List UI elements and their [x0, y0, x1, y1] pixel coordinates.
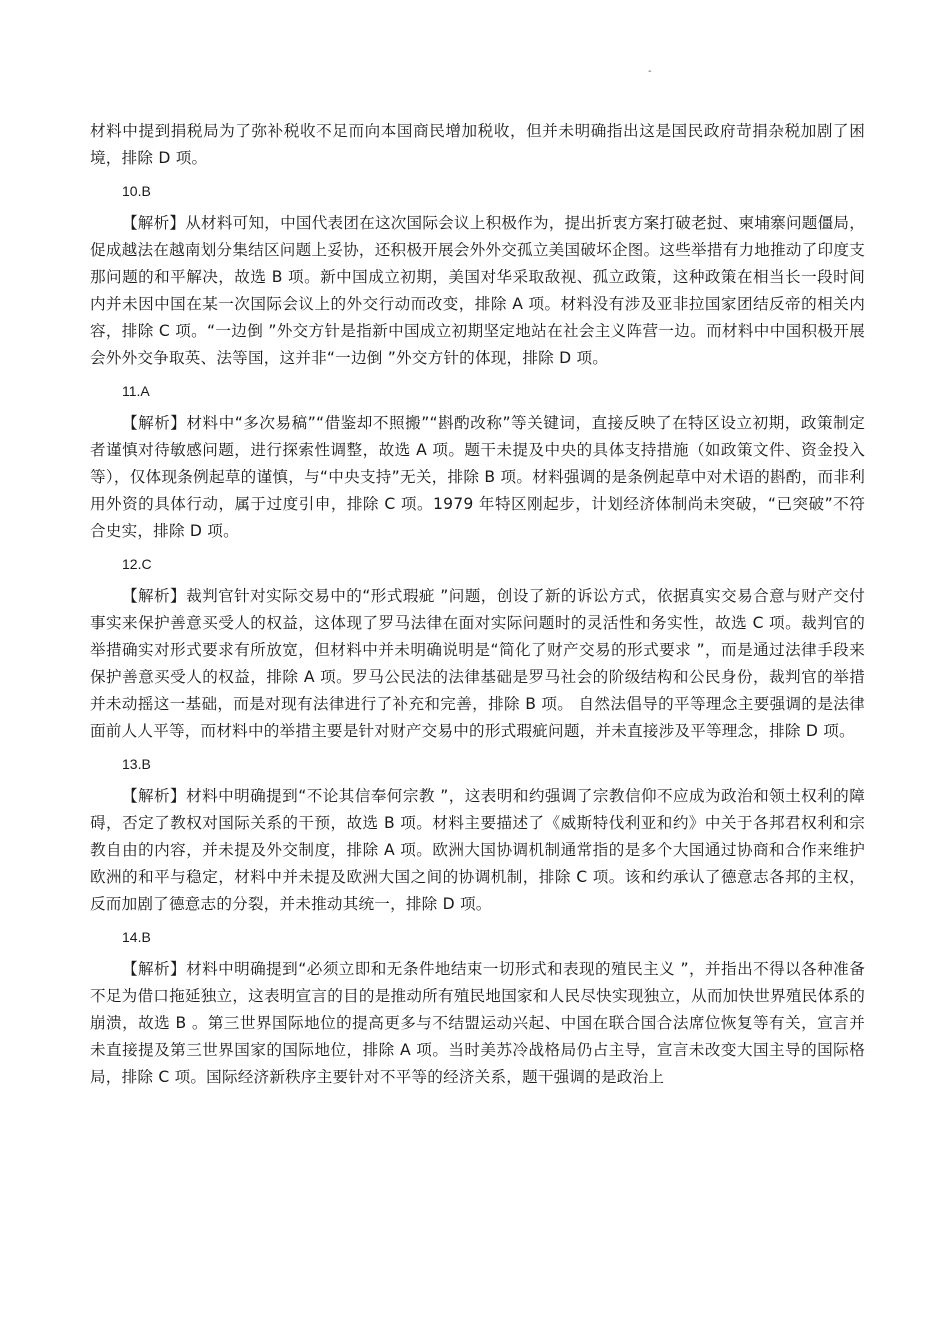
- analysis-paragraph: 【解析】从材料可知，中国代表团在这次国际会议上积极作为，提出折衷方案打破老挝、柬埔寨问题僵局，促成越法在越南划分集结区问题上妥协，还积极开展会外外交孤立美国破坏企图。这些举措有力地推动了印度支那问题的和平解决，故选 B 项。新中国成立初期，美国对华采取敌视、孤立政策，这种政策在相当长一段时间内并未因中国在某一次国际会议上的外交行动而改变，排除 A 项。材料没有涉及亚非拉国家团结反帝的相关内容，排除 C 项。“一边倒 ”外交方针是指新中国成立初期坚定地站在社会主义阵营一边。而材料中中国积极开展会外外交争取英、法等国，这并非“一边倒 ”外交方针的体现，排除 D 项。: [90, 214, 865, 367]
- intro-paragraph: 材料中提到捐税局为了弥补税收不足而向本国商民增加税收，但并未明确指出这是国民政府苛捐杂税加剧了困境，排除 D 项。: [90, 122, 865, 167]
- answer-block-14: [90, 926, 865, 1091]
- answer-block-10: [90, 180, 865, 372]
- analysis-paragraph: 【解析】材料中明确提到“不论其信奉何宗教 ”，这表明和约强调了宗教信仰不应成为政治和领土权利的障碍，否定了教权对国际关系的干预，故选 B 项。材料主要描述了《威斯特伐利亚和约》中关于各邦君权利和宗教自由的内容，并未提及外交制度，排除 A 项。欧洲大国协调机制通常指的是多个大国通过协商和合作来维护欧洲的和平与稳定，材料中并未提及欧洲大国之间的协调机制，排除 C 项。该和约承认了德意志各邦的主权，反而加剧了德意志的分裂，并未推动其统一，排除 D 项。: [90, 787, 865, 913]
- answer-block-13: [90, 753, 865, 918]
- answer-label: 10.B: [122, 183, 151, 199]
- analysis-paragraph: 【解析】裁判官针对实际交易中的“形式瑕疵 ”问题，创设了新的诉讼方式，依据真实交易合意与财产交付事实来保护善意买受人的权益，这体现了罗马法律在面对实际问题时的灵活性和务实性，故选 C 项。裁判官的举措确实对形式要求有所放宽，但材料中并未明确说明是“简化了财产交易的形式要求 ”，而是通过法律手段来保护善意买受人的权益，排除 A 项。罗马公民法的法律基础是罗马社会的阶级结构和公民身份，裁判官的举措并未动摇这一基础，而是对现有法律进行了补充和完善，排除 B 项。 自然法倡导的平等理念主要强调的是法律面前人人平等，而材料中的举措主要是针对财产交易中的形式瑕疵问题，并未直接涉及平等理念，排除 D 项。: [90, 587, 865, 740]
- answer-label: 11.A: [122, 383, 150, 399]
- answer-block-12: [90, 553, 865, 745]
- answer-label: 14.B: [122, 929, 151, 945]
- header-mark: -: [648, 66, 652, 77]
- answer-block-11: [90, 380, 865, 545]
- analysis-paragraph: 【解析】材料中明确提到“必须立即和无条件地结束一切形式和表现的殖民主义 ”，并指出不得以各种准备不足为借口拖延独立，这表明宣言的目的是推动所有殖民地国家和人民尽快实现独立，从而加快世界殖民体系的崩溃，故选 B 。第三世界国际地位的提高更多与不结盟运动兴起、中国在联合国合法席位恢复等有关，宣言并未直接提及第三世界国家的国际地位，排除 A 项。当时美苏冷战格局仍占主导，宣言未改变大国主导的国际格局，排除 C 项。国际经济新秩序主要针对不平等的经济关系，题干强调的是政治上: [90, 960, 865, 1086]
- answer-label: 13.B: [122, 756, 151, 772]
- document-content: [90, 118, 865, 1091]
- answer-label: 12.C: [122, 556, 152, 572]
- analysis-paragraph: 【解析】材料中“多次易稿”“借鉴却不照搬”“斟酌改称”等关键词，直接反映了在特区设立初期，政策制定者谨慎对待敏感问题，进行探索性调整，故选 A 项。题干未提及中央的具体支持措施（如政策文件、资金投入等），仅体现条例起草的谨慎，与“中央支持”无关，排除 B 项。材料强调的是条例起草中对术语的斟酌，而非利用外资的具体行动，属于过度引申，排除 C 项。1979 年特区刚起步，计划经济体制尚未突破，“已突破”不符合史实，排除 D 项。: [90, 414, 865, 540]
